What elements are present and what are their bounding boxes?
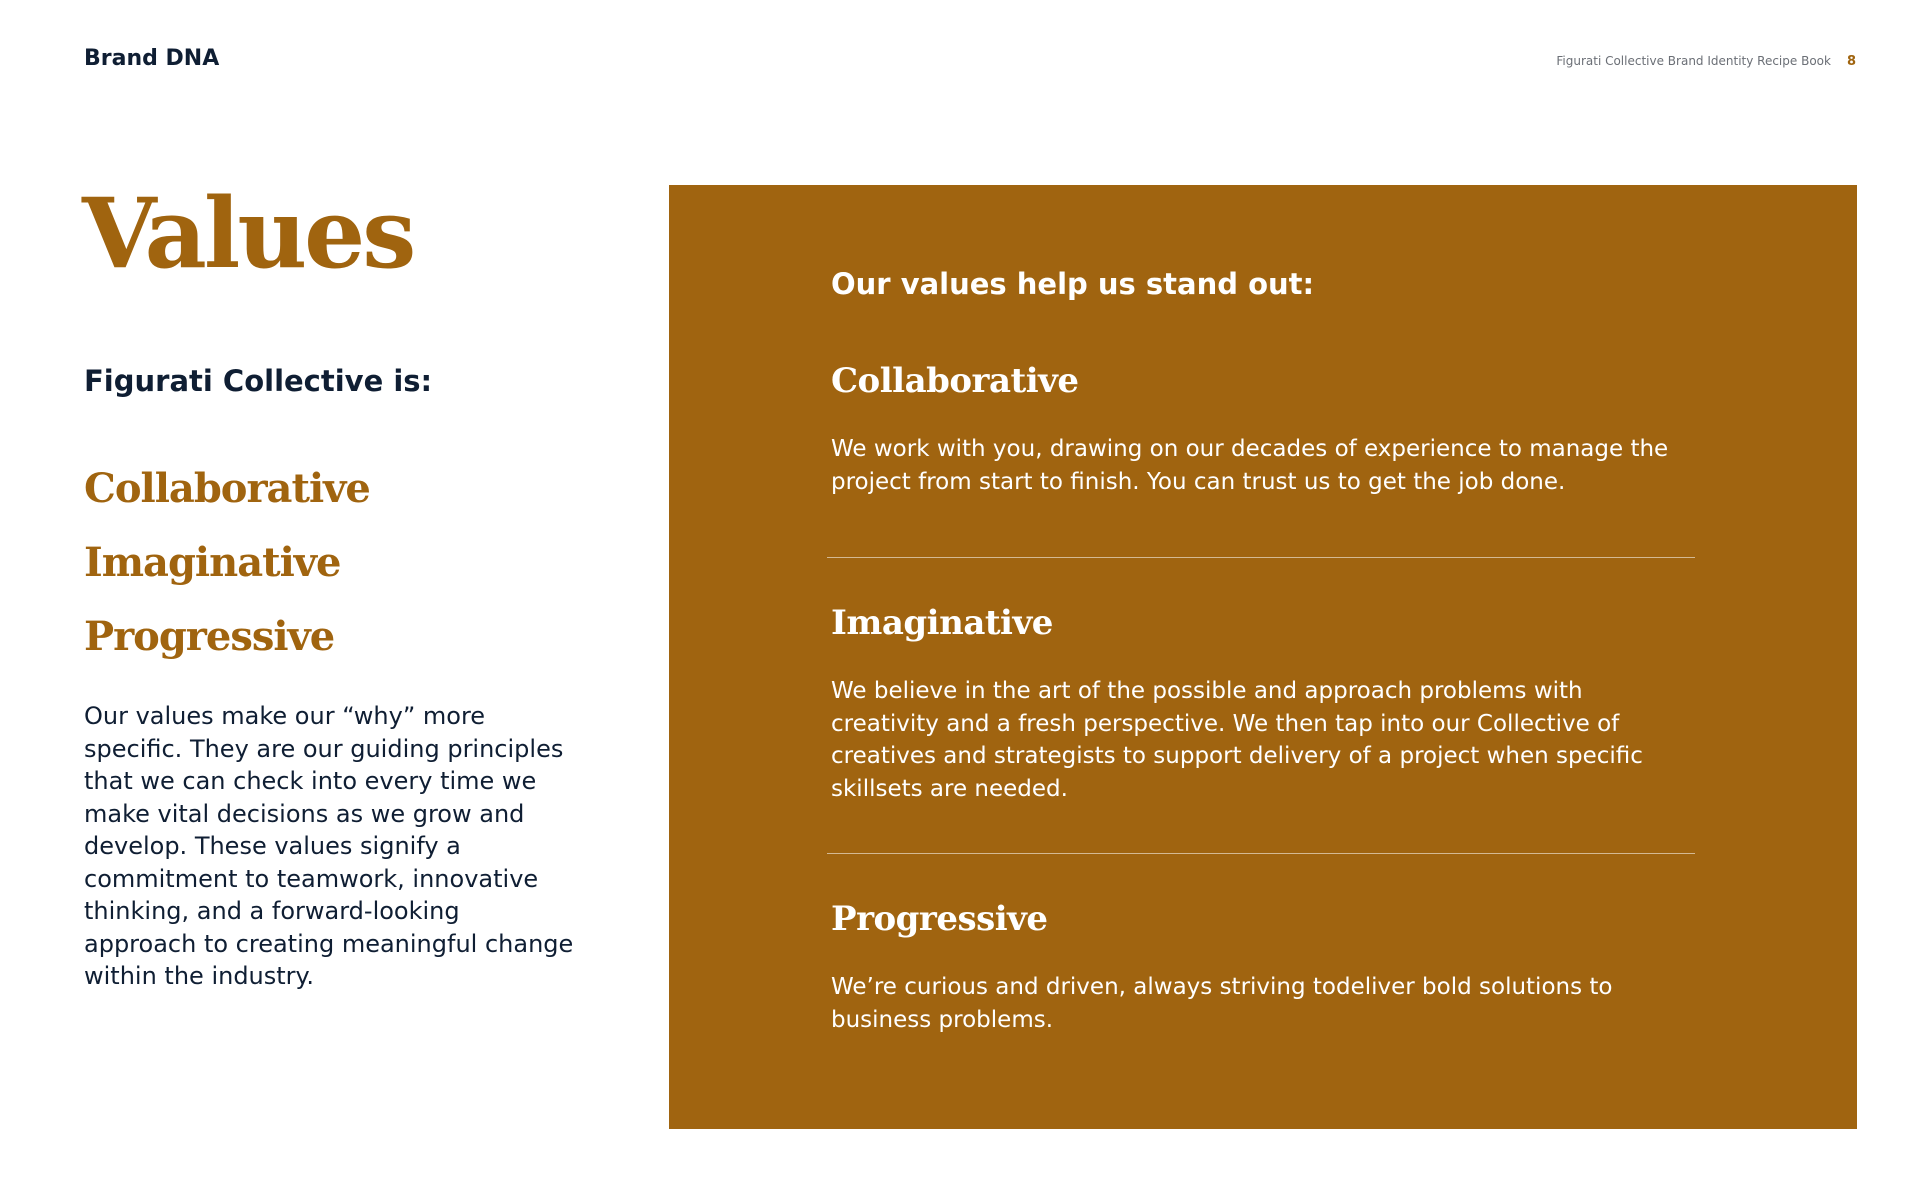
page-title: Values: [82, 177, 414, 290]
value-description-imaginative: We believe in the art of the possible and approach problems with creativity and a fresh perspective. We then tap into our Collective of creatives and strategists to support delivery of a project when specific skillsets are needed.: [831, 678, 1643, 802]
value-divider: [827, 557, 1695, 558]
values-list-item-progressive: Progressive: [84, 613, 335, 660]
values-list: [84, 452, 370, 674]
value-title-progressive: Progressive: [831, 899, 1048, 939]
value-divider: [827, 853, 1695, 854]
values-list-item-collaborative: Collaborative: [84, 465, 370, 512]
value-title-collaborative: Collaborative: [831, 361, 1079, 401]
intro-body-text: Our values make our “why” more specific. They are our guiding principles that we can check into every time we make vital decisions as we grow and develop. These values signify a commitment to teamwork, innovative thinking, and a forward-looking approach to creating meaningful change within the industry.: [84, 702, 574, 990]
values-list-item-imaginative: Imaginative: [84, 539, 341, 586]
document-header: [1556, 54, 1856, 69]
value-title-imaginative: Imaginative: [831, 603, 1053, 643]
page-number: 8: [1846, 54, 1856, 69]
value-description-progressive: We’re curious and driven, always striving todeliver bold solutions to business problems.: [831, 974, 1613, 1033]
section-label: Brand DNA: [84, 46, 220, 71]
value-description-collaborative: We work with you, drawing on our decades of experience to manage the project from start to finish. You can trust us to get the job done.: [831, 436, 1669, 495]
document-title: Figurati Collective Brand Identity Recipe Book: [1556, 54, 1831, 68]
panel-heading: Our values help us stand out:: [831, 267, 1315, 301]
values-panel: [669, 185, 1857, 1129]
intro-heading: Figurati Collective is:: [84, 364, 433, 398]
